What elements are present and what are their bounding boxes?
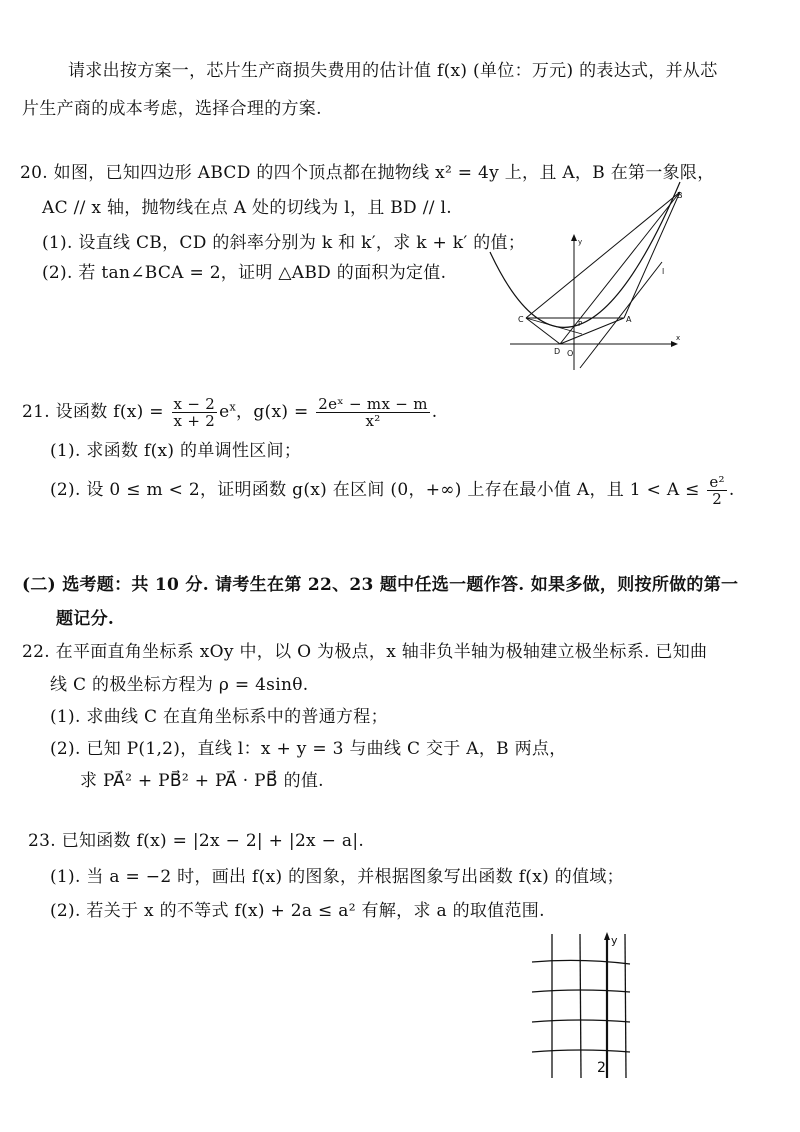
q21-frac-2-num: 2eˣ − mx − m: [318, 395, 428, 413]
parabola-curve: [490, 182, 680, 327]
label-y: y: [578, 238, 583, 246]
q22-part-1: (1). 求曲线 C 在直角坐标系中的普通方程；: [50, 707, 388, 727]
q20-part-2: (2). 若 tan∠BCA = 2，证明 △ABD 的面积为定值.: [42, 263, 447, 283]
q20-line-1: 20. 如图，已知四边形 ABCD 的四个顶点都在抛物线 x² = 4y 上，且 A，B 在第一象限，: [20, 163, 715, 183]
label-b: B: [677, 191, 683, 200]
section2-line-1: (二) 选考题：共 10 分. 请考生在第 22、23 题中任选一题作答. 如果多做，则按所做的第一: [22, 575, 739, 595]
q21-part-2-suffix: .: [728, 480, 735, 500]
segment-da: [560, 318, 624, 344]
q21-part-2-text: (2). 设 0 ≤ m < 2，证明函数 g(x) 在区间 (0，+∞) 上存在最小值 A，且 1 < A ≤: [50, 480, 706, 500]
q23-part-2: (2). 若关于 x 的不等式 f(x) + 2a ≤ a² 有解，求 a 的取值范围.: [50, 901, 545, 921]
q21-mid: e: [219, 402, 230, 422]
q21-frac-1-num: x − 2: [173, 395, 216, 413]
segment-cb: [526, 192, 680, 318]
grid-y-label: y: [611, 934, 618, 947]
intro-line-2: 片生产商的成本考虑，选择合理的方案.: [22, 99, 322, 119]
q23-part-1: (1). 当 a = −2 时，画出 f(x) 的图象，并根据图象写出函数 f(x) 的值域；: [50, 867, 624, 887]
q21-part-1: (1). 求函数 f(x) 的单调性区间；: [50, 441, 302, 461]
section2-line-2: 题记分.: [56, 609, 115, 629]
q20-part-1: (1). 设直线 CB，CD 的斜率分别为 k 和 k′，求 k + k′ 的值；: [42, 233, 526, 253]
q21-part-2: [50, 474, 735, 507]
q20-line-2: AC // x 轴，抛物线在点 A 处的切线为 l，且 BD // l.: [42, 198, 452, 218]
q21-part-2-frac-num: e²: [709, 473, 725, 491]
label-x: x: [676, 334, 681, 342]
segment-ab: [624, 192, 680, 318]
q22-part-2: (2). 已知 P(1,2)，直线 l：x + y = 3 与曲线 C 交于 A，B 两点，: [50, 739, 567, 759]
q21-prefix: 21. 设函数 f(x) =: [22, 402, 170, 422]
label-l: l: [662, 267, 665, 276]
grid-h-1: [532, 960, 630, 964]
y-axis-arrow: [571, 234, 577, 241]
grid-v-3: [625, 934, 626, 1078]
grid-v-2: [580, 934, 581, 1078]
q21-mid-sup: x: [229, 400, 237, 414]
q23-line-1: 23. 已知函数 f(x) = |2x − 2| + |2x − a|.: [28, 831, 365, 851]
q23-grid-figure: [530, 930, 634, 1080]
label-p: P: [578, 320, 583, 328]
q20-parabola-figure: [484, 178, 690, 370]
q22-part-2b: 求 PA⃗² + PB⃗² + PA⃗ · PB⃗ 的值.: [80, 771, 324, 791]
q21-frac-2-den: x²: [365, 412, 381, 430]
q21-frac-2: [316, 396, 430, 429]
q21-frac-1-den: x + 2: [173, 412, 216, 430]
label-o: O: [567, 349, 574, 358]
q21-part-2-frac: [707, 474, 727, 507]
q21-part-2-frac-den: 2: [712, 490, 723, 508]
label-d: D: [554, 347, 561, 356]
grid-tick-label: 2: [597, 1060, 606, 1076]
q22-line-2: 线 C 的极坐标方程为 ρ = 4sinθ.: [50, 675, 309, 695]
q21-suffix: .: [431, 402, 438, 422]
label-a: A: [626, 315, 632, 324]
intro-line-1: 请求出按方案一，芯片生产商损失费用的估计值 f(x) (单位：万元) 的表达式，并从芯: [68, 61, 718, 81]
grid-y-axis-arrow: [604, 932, 610, 940]
q21-frac-1: [172, 396, 218, 429]
q22-line-1: 22. 在平面直角坐标系 xOy 中，以 O 为极点，x 轴非负半轴为极轴建立极坐标系. 已知曲: [22, 642, 708, 662]
label-c: C: [518, 315, 524, 324]
q21-line-1: [22, 396, 437, 429]
tangent-line-l: [580, 262, 665, 368]
q21-mid2: ，g(x) =: [236, 402, 315, 422]
